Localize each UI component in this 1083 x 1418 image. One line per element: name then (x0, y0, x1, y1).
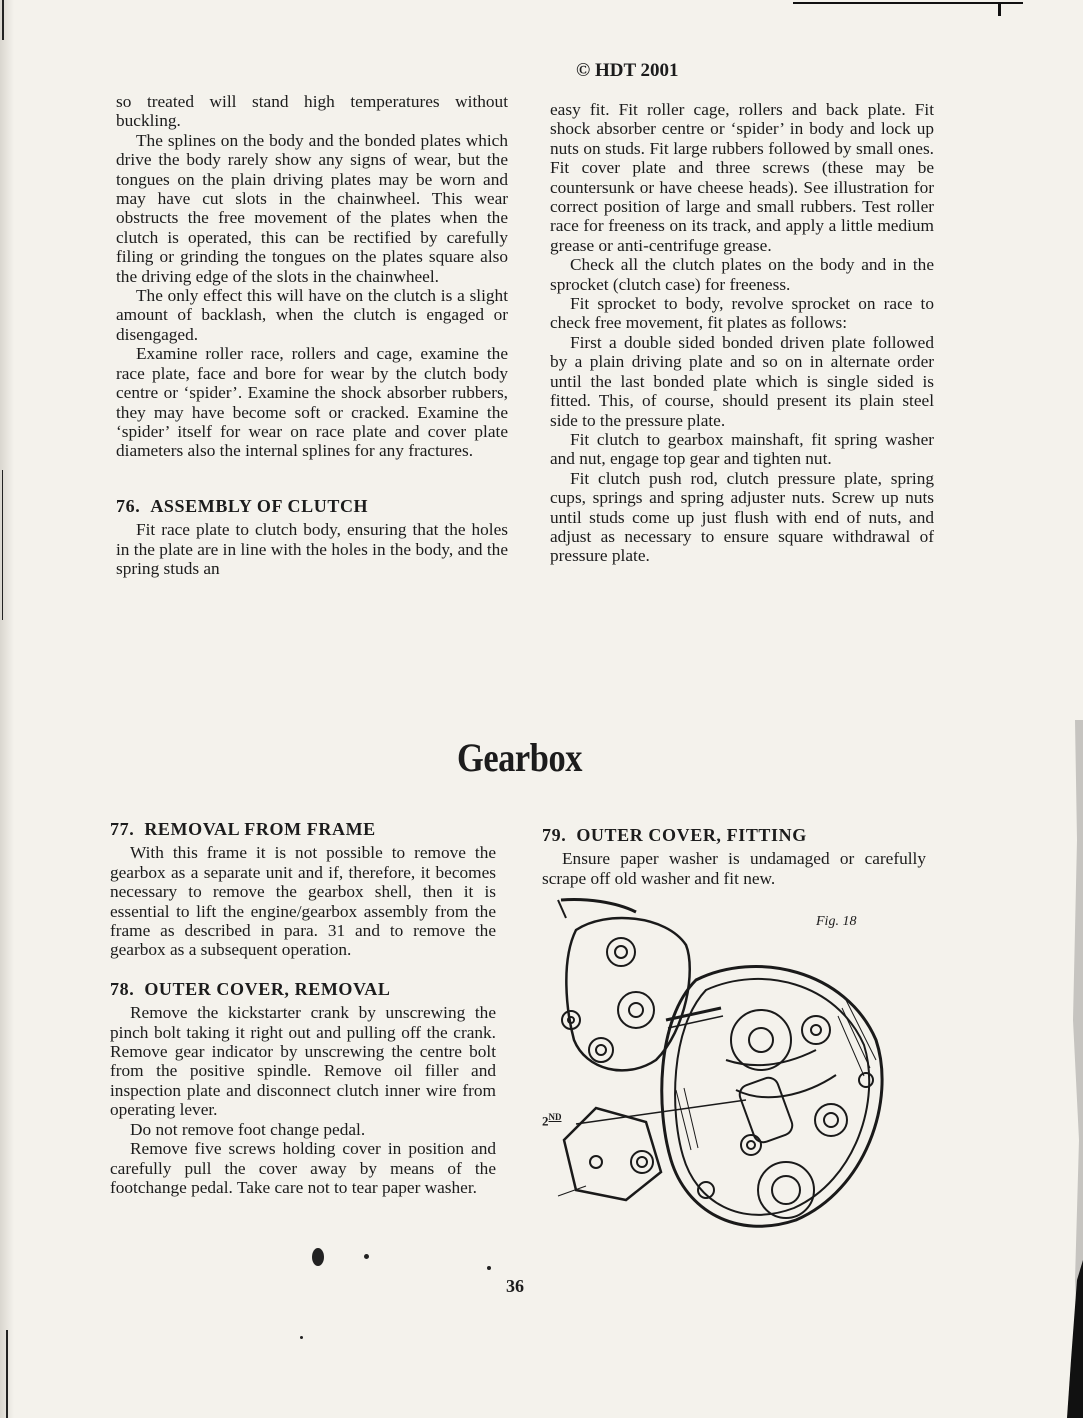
paragraph: Fit clutch to gearbox mainshaft, fit spring washer and nut, engage top gear and tighten nut. (550, 429, 934, 469)
scan-speck (300, 1336, 303, 1339)
paragraph: Fit sprocket to body, revolve sprocket on race to check free movement, fit plates as follows: (550, 294, 934, 333)
paragraph: Examine roller race, rollers and cage, examine the race plate, face and bore for wear by the clutch body centre or ‘spider’. Examine the shock absorber rubbers, they may have become soft or cracked. Examine the ‘spider’ itself for wear on race plate and cover plate diameters also the internal splines for any fractures. (116, 344, 508, 461)
figure-label (542, 1112, 562, 1129)
paragraph: The splines on the body and the bonded plates which drive the body rarely show any signs of wear, but the tongues on the plain driving plates may be worn and may have cut slots in the chainwheel. This wear obstructs the free movement of the plates when the clutch is operated, this can be rectified by carefully filing or grinding the tongues on the plates square also the driving edge of the slots in the chainwheel. (116, 130, 508, 286)
section-heading-79 (542, 826, 926, 845)
page-number: 36 (506, 1276, 524, 1296)
paragraph: First a double sided bonded driven plate followed by a plain driving plate and so on in alternate order until the last bonded plate which is single sided is fitted. This, of course, should present its plain steel side to the pressure plate. (550, 332, 934, 430)
paragraph: Remove five screws holding cover in position and carefully pull the cover away by means of the footchange pedal. Take care not to tear paper washer. (110, 1139, 496, 1197)
column-bottom-right (542, 826, 926, 888)
section-title-gearbox: Gearbox (457, 735, 583, 780)
scan-shadow-left (0, 0, 14, 1418)
paragraph: Fit clutch push rod, clutch pressure plate, spring cups, springs and spring adjuster nuts. Screw up nuts until studs come up just flush with end of nuts, and adjust as necessary to ensure square withdrawal of pressure plate. (550, 468, 934, 566)
scan-speck (364, 1254, 369, 1259)
scan-mark (2, 470, 3, 620)
scan-speck (487, 1266, 491, 1270)
figure-label-suffix: ND (548, 1112, 562, 1122)
paragraph: With this frame it is not possible to remove the gearbox as a separate unit and if, therefore, it becomes necessary to remove the gearbox shell, then it is essential to lift the engine/gearbox assembly from the frame as described in para. 31 and to remove the gearbox as a subsequent operation. (110, 843, 496, 960)
paragraph: Remove the kickstarter crank by unscrewing the pinch bolt taking it right out and pulling off the crank. Remove gear indicator by unscrewing the centre bolt from the positive spindle. Remove oil filler and inspection plate and disconnect clutch inner wire from operating lever. (110, 1003, 496, 1120)
scan-tick-top (998, 2, 1001, 16)
section-number: 78. (110, 978, 135, 999)
scan-mark (6, 1330, 8, 1418)
figure-label-number: 2 (542, 1113, 549, 1129)
paragraph: easy fit. Fit roller cage, rollers and back plate. Fit shock absorber centre or ‘spider’ in body and lock up nuts on studs. Fit large rubbers followed by small ones. Fit cover plate and three screws (these may be countersunk or have cheese heads). See illustration for correct position of large and small rubbers. Test roller race for freeness on its track, and apply a little medium grease or anti-centrifuge grease. (550, 100, 934, 255)
section-heading-77 (110, 820, 496, 839)
scan-shadow-right (971, 720, 1083, 1418)
section-number: 79. (542, 825, 567, 845)
paragraph: The only effect this will have on the clutch is a slight amount of backlash, when the clutch is engaged or disengaged. (116, 286, 508, 344)
column-bottom-left (110, 820, 496, 1197)
column-top-right (550, 100, 934, 566)
section-number: 76. (116, 495, 141, 516)
scan-mark (2, 0, 4, 40)
section-title: REMOVAL FROM FRAME (144, 819, 376, 839)
column-top-left (116, 92, 508, 578)
paragraph: Check all the clutch plates on the body and in the sprocket (clutch case) for freeness. (550, 255, 934, 294)
gearbox-cover-illustration (546, 890, 906, 1250)
paragraph: Ensure paper washer is undamaged or carefully scrape off old washer and fit new. (542, 849, 926, 888)
paragraph: so treated will stand high temperatures without buckling. (116, 92, 508, 131)
section-heading-76 (116, 497, 508, 516)
section-title: OUTER COVER, FITTING (576, 825, 807, 845)
scan-speck (312, 1248, 324, 1266)
paragraph: Do not remove foot change pedal. (130, 1119, 366, 1139)
scan-rule-top (793, 2, 1023, 4)
section-title: OUTER COVER, REMOVAL (144, 978, 391, 999)
section-heading-78 (110, 980, 496, 999)
section-number: 77. (110, 819, 135, 839)
section-title: ASSEMBLY OF CLUTCH (150, 495, 369, 516)
copyright-notice: © HDT 2001 (576, 60, 679, 81)
paragraph: Fit race plate to clutch body, ensuring that the holes in the plate are in line with the holes in the body, and the spring studs an (116, 520, 508, 578)
figure-caption: Fig. 18 (816, 914, 857, 929)
